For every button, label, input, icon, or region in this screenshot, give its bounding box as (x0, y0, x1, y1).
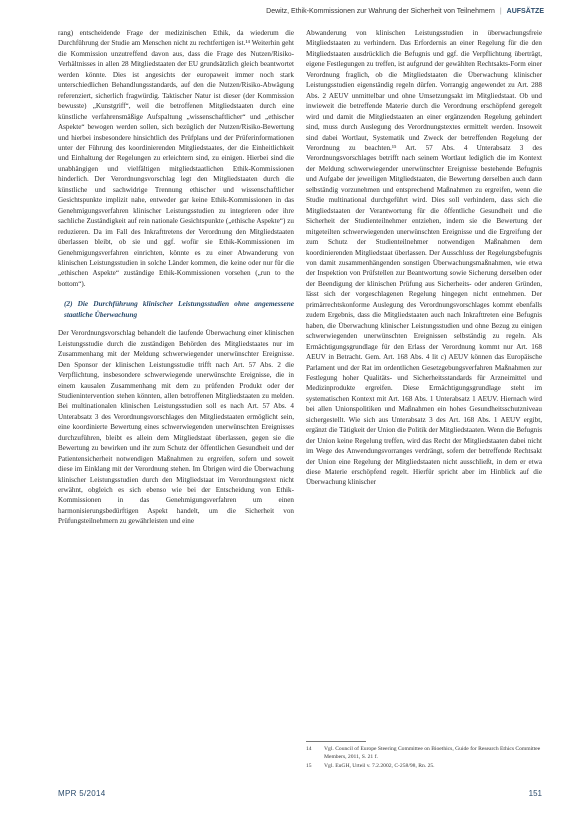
journal-issue: MPR 5/2014 (58, 789, 106, 798)
header-separator: | (499, 8, 502, 15)
page-number: 151 (528, 789, 542, 798)
header-section: AUFSÄTZE (506, 8, 544, 15)
footnote (306, 762, 542, 770)
footnote-number: 15 (306, 763, 312, 769)
left-paragraph-1: rang) entscheidende Frage der medizinischen Ethik, da wiederum die Durchführung der Studie am Menschen nicht zu rechtfertigen ist.¹⁴ Weiterhin geht die Kommission unzutreffend davon aus, dass die Frage des Nutzen/Risiko-Verhältnisses in allen 28 Mitgliedstaaten der EU grundsätzlich gleich beantwortet werden könnte. Dies ist angesichts der europaweit immer noch stark unterschiedlichen Behandlungsstandards, auf den die Nutzen/Risiko-Abwägung referenziert, sicherlich fragwürdig. Taktischer Natur ist dieser (der Kommission bewusste) „Kunstgriff“, weil die betroffenen Mitgliedstaaten durch eine künstliche verfahrensmäßige Aufspaltung „wissenschaftlicher“ und „ethischer Aspekte“ bewogen werden sollen, sich bezüglich der Nutzen/Risiko-Bewertung und hierbei insbesondere hinsichtlich des Prüfplans und der Prüferinformationen unter der Führung des koordinierenden Mitgliedstaates, der die Einheitlichkeit und Einhaltung der Regelungen zu erleichtern sind, zu einigen. Hierbei sind die unabhängigen und vielfältigen mitgliedstaatlichen Ethik-Kommissionen hinderlich. Der Verordnungsvorschlag legt den Mitgliedstaaten durch die künstliche und sachwidrige Trennung ethischer und wissenschaftlicher Gesichtspunkte implizit nahe, entweder gar keine Ethik-Kommissionen in das Genehmigungsverfahren klinischer Leistungsstudien zu integrieren oder ihre sachliche Zuständigkeit auf rein nationale Gesichtspunkte („ethische Aspekte“) zu reduzieren. Da im Fall des Inkrafttretens der Verordnung den Mitgliedstaaten überlassen bleibt, ob sie und ggf. wofür sie Ethik-Kommissionen im Genehmigungsverfahren einrichten, könnte es zu einer Abwanderung von klinischen Leistungsstudien in solche Länder kommen, die keine oder nur für die „ethischen Aspekte“ zuständige Ethik-Kommissionen vorsehen („run to the bottom“). (58, 29, 294, 288)
footnote-text: Vgl. Council of Europe Steering Committee on Bioethics, Guide for Research Ethics Committee Members, 2011, S. 21 f. (324, 746, 541, 760)
header-title: Dewitz, Ethik-Kommissionen zur Wahrung der Sicherheit von Teilnehmern (266, 8, 495, 15)
footnote (306, 745, 542, 761)
footnote-text: Vgl. EuGH, Urteil v. 7.2.2002, C-258/98, Rn. 25. (324, 763, 435, 769)
left-paragraph-2: Der Verordnungsvorschlag behandelt die laufende Überwachung einer klinischen Leistungsstudie durch die zuständigen Behörden des Mitgliedstaates nur im Zusammenhang mit der Meldung schwerwiegender unerwünschter Ereignisse. Den Sponsor der klinischen Leistungsstudie trifft nach Art. 57 Abs. 2 die Verpflichtung, insbesondere schwerwiegende unerwünschte Ereignisse, die in einem kausalen Zusammenhang mit dem zu prüfenden Produkt oder der Studienintervention stehen könnten, allen betroffenen Mitgliedstaaten zu melden. Bei multinationalen klinischen Leistungsstudien soll es nach Art. 57 Abs. 4 Unterabsatz 3 des Verordnungsvorschlages den Mitgliedstaaten ermöglicht sein, eine koordinierte Bewertung eines schwerwiegenden unerwünschten Ereignisses durchzuführen, bleibt es allein dem Mitgliedstaat überlassen, gegen sie die Bewertung zu bewirken und ihr zum Schutz der öffentlichen Gesundheit und der Patientensicherheit notwendigen Maßnahmen zu ergreifen, sofern und soweit diese im Einklang mit der Verordnung stehen. Im Übrigen wird die Überwachung klinischer Leistungsstudien durch den Mitgliedstaat im Verordnungstext nicht erwähnt, obgleich es sich ebenso wie bei der Entscheidung von Ethik-Kommissionen in das Genehmigungsverfahren um einen harmonisierungsbedürftigen Aspekt handelt, um die Sicherheit von Prüfungsteilnehmern zu gewährleisten und eine (58, 329, 294, 526)
footnote-number: 14 (306, 746, 312, 752)
right-column (306, 28, 542, 488)
section-subheading: (2) Die Durchführung klinischer Leistungsstudien ohne angemessene staatliche Überwachung (64, 299, 294, 319)
right-paragraph-1: Abwanderung von klinischen Leistungsstudien in überwachungsfreie Mitgliedstaaten zu verhindern. Das Erfordernis an einer Regelung für die den Mitgliedstaaten ausdrücklich die Befugnis und ggf. die Verpflichtung überträgt, eigene Festlegungen zu treffen, ist aufgrund der gewählten Rechtsakts-Form einer Verordnung fraglich, ob die Mitgliedstaaten die Überwachung klinischer Leistungsstudien eigenständig regeln dürfen. Vorrangig angewendet zu Art. 288 Abs. 2 AEUV unmittelbar und ohne Umsetzungsakt im Mitgliedstaat. Ob und inwieweit die betreffende Materie durch die Verordnung erschöpfend geregelt wird und damit die Mitgliedstaaten an einer ergänzenden Regelung gehindert sind, muss durch Auslegung des Verordnungstextes ermittelt werden. Insoweit sind dabei Wortlaut, Systematik und Zweck der betreffenden Regelung der Verordnung zu beachten.¹⁵ Art. 57 Abs. 4 Unterabsatz 3 des Verordnungsvorschlages betrifft nach seinem Wortlaut lediglich die im Kontext der Meldung schwerwiegender unerwünschter Ereignisse bestehende Befugnis und Aufgabe der jeweiligen Mitgliedstaaten, die Bewertung derselben auch dann selbständig vorzunehmen und entsprechend Maßnahmen zu ergreifen, wenn die Studie multinational durchgeführt wird. Dies soll verhindern, dass sich die Mitgliedstaaten der Verantwortung für die öffentliche Gesundheit und die Sicherheit der Studienteilnehmer entziehen, indem sie die Bewertung der mitgeteilten schwerwiegenden unerwünschten Ereignisse und die Ergreifung der zum Schutz der Studienteilnehmer notwendigen Maßnahmen dem koordinierenden Mitgliedstaat überlassen. Der Ausschluss der Regelungsbefugnis von damit zusammenhängenden sonstigen Überwachungsmaßnahmen, wie etwa der Inspektion von Prüfstellen zur Beantwortung sowie Sicherung derselben oder der Beendigung der klinischen Prüfung aus Sicherheits- oder anderen Gründen, lässt sich der vorgeschlagenen Regelung hingegen nicht entnehmen. Der primärrechtskonforme Auslegung des Verordnungsvorschlages kommt ebenfalls zudem Ergebnis, dass die Mitgliedstaaten auch nach Inkrafttreten eine Befugnis haben, die Überwachung klinischer Leistungsstudien und ohne Bezug zu einigen schwerwiegenden unerwünschten Ereignissen selbständig zu regeln. Als Ermächtigungsgrundlage für den Erlass der Verordnung kommt nur Art. 168 AEUV in Betracht. Gem. Art. 168 Abs. 4 lit c) AEUV können das Europäische Parlament und der Rat im ordentlichen Gesetzgebungsverfahren Maßnahmen zur Festlegung hoher Qualitäts- und Sicherheitsstandards für Arzneimittel und Medizinprodukte ergreifen. Diese Ermächtigungsgrundlage steht im systematischen Kontext mit Art. 168 Abs. 1 Unterabsatz 1 AEUV. Hiernach wird bei allen Unionspolitiken und Maßnahmen ein hohes Gesundheitsschutzniveau sichergestellt. Wie sich aus Unterabsatz 3 des Art. 168 Abs. 1 AEUV ergibt, ergänzt die Tätigkeit der Union die Politik der Mitgliedstaaten. Wenn die Befugnis der Union keine Regelung treffen, wird das Recht der Mitgliedstaaten dabei nicht im Wege des Anwendungsvorranges verdrängt, sofern der betreffende Rechtsakt der Union eine Regelung der Mitgliedstaaten nicht ausschließt, in dem er etwa diese Materie erschöpfend regelt. Hierfür spricht aber im Hinblick auf die Überwachung klinischer (306, 29, 542, 487)
left-column (58, 28, 294, 527)
footnote-rule (306, 741, 366, 742)
running-header (58, 8, 544, 15)
footnotes (306, 745, 542, 771)
